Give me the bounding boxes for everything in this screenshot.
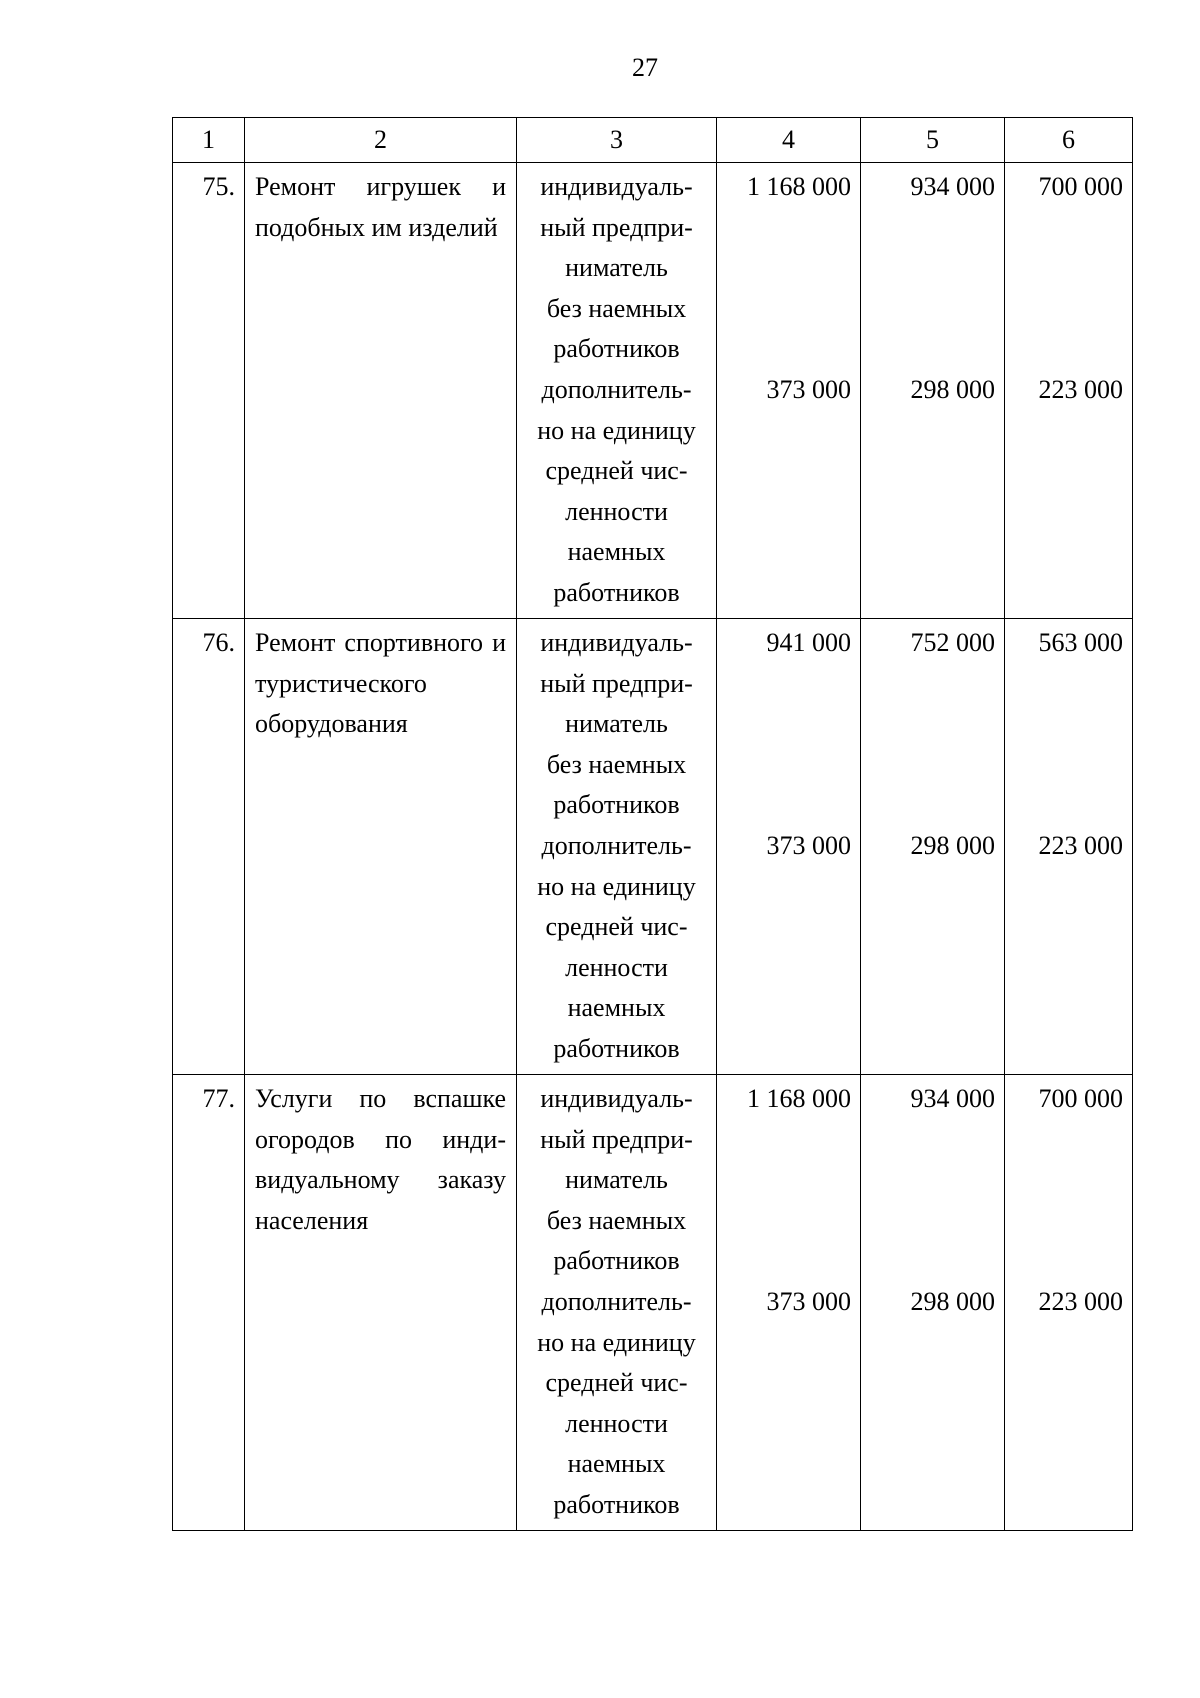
header-cell: 2 xyxy=(245,118,517,163)
category-line: средней чис- xyxy=(545,456,688,486)
value-cell-col5 xyxy=(861,619,1005,1075)
value-cell-col6 xyxy=(1005,1075,1133,1531)
header-cell: 6 xyxy=(1005,118,1133,163)
category-line: работников xyxy=(553,1246,680,1276)
taxpayer-category-cell xyxy=(517,163,717,619)
category-line: средней чис- xyxy=(545,1368,688,1398)
category-block-per-employee xyxy=(517,826,716,1074)
value: 563 000 xyxy=(1038,628,1123,657)
value: 1 168 000 xyxy=(747,172,851,201)
category-line: ниматель xyxy=(565,1165,668,1195)
category-line: но на единицу xyxy=(537,415,696,445)
category-line: ленности xyxy=(565,496,668,526)
value: 934 000 xyxy=(910,172,995,201)
value: 298 000 xyxy=(910,831,995,860)
table-row xyxy=(173,619,1133,1075)
value: 934 000 xyxy=(910,1084,995,1113)
header-cell: 1 xyxy=(173,118,245,163)
category-line: ниматель xyxy=(565,709,668,739)
category-block-no-employees xyxy=(517,1079,716,1282)
value: 752 000 xyxy=(910,628,995,657)
category-line: индивидуаль- xyxy=(540,1084,693,1113)
category-line: средней чис- xyxy=(545,912,688,942)
value: 373 000 xyxy=(766,375,851,404)
tariff-table xyxy=(172,117,1133,1531)
value: 223 000 xyxy=(1038,1287,1123,1316)
category-line: без наемных xyxy=(546,749,687,779)
value: 298 000 xyxy=(910,1287,995,1316)
value: 298 000 xyxy=(910,375,995,404)
category-line: ленности xyxy=(565,1408,668,1438)
category-line: ниматель xyxy=(565,253,668,283)
table-row xyxy=(173,1075,1133,1531)
taxpayer-category-cell xyxy=(517,1075,717,1531)
header-cell: 5 xyxy=(861,118,1005,163)
category-line: дополнитель- xyxy=(541,831,692,860)
row-number: 77. xyxy=(173,1075,245,1531)
value-cell-col5 xyxy=(861,163,1005,619)
category-block-no-employees xyxy=(517,167,716,370)
value: 1 168 000 xyxy=(747,1084,851,1113)
service-name: Ремонт игрушек и подобных им изделий xyxy=(245,163,517,619)
value-cell-col6 xyxy=(1005,163,1133,619)
category-line: работников xyxy=(553,334,680,364)
value-cell-col6 xyxy=(1005,619,1133,1075)
category-line: ный предпри- xyxy=(540,1124,693,1154)
category-line: наемных xyxy=(567,993,666,1023)
category-line: наемных xyxy=(567,537,666,567)
category-block-per-employee xyxy=(517,370,716,618)
value: 223 000 xyxy=(1038,831,1123,860)
row-number: 76. xyxy=(173,619,245,1075)
category-line: дополнитель- xyxy=(541,1287,692,1316)
category-line: ный предпри- xyxy=(540,212,693,242)
value-cell-col4 xyxy=(717,1075,861,1531)
service-name: Услуги по вспашке огородов по индивидуальному заказу населения xyxy=(245,1075,517,1531)
category-line: но на единицу xyxy=(537,871,696,901)
table-header-row xyxy=(173,118,1133,163)
category-block-per-employee xyxy=(517,1282,716,1530)
service-name: Ремонт спортивного и туристического оборудования xyxy=(245,619,517,1075)
value: 373 000 xyxy=(766,831,851,860)
value-cell-col4 xyxy=(717,619,861,1075)
category-line: индивидуаль- xyxy=(540,172,693,201)
category-line: работников xyxy=(553,577,680,607)
category-line: дополнитель- xyxy=(541,375,692,404)
header-cell: 3 xyxy=(517,118,717,163)
category-block-no-employees xyxy=(517,623,716,826)
header-cell: 4 xyxy=(717,118,861,163)
value-cell-col5 xyxy=(861,1075,1005,1531)
category-line: но на единицу xyxy=(537,1327,696,1357)
value-cell-col4 xyxy=(717,163,861,619)
category-line: работников xyxy=(553,1489,680,1519)
category-line: индивидуаль- xyxy=(540,628,693,657)
category-line: наемных xyxy=(567,1449,666,1479)
value: 700 000 xyxy=(1038,1084,1123,1113)
value: 223 000 xyxy=(1038,375,1123,404)
value: 700 000 xyxy=(1038,172,1123,201)
value: 941 000 xyxy=(766,628,851,657)
category-line: без наемных xyxy=(546,293,687,323)
table-row xyxy=(173,163,1133,619)
category-line: без наемных xyxy=(546,1205,687,1235)
category-line: работников xyxy=(553,1033,680,1063)
taxpayer-category-cell xyxy=(517,619,717,1075)
category-line: ленности xyxy=(565,952,668,982)
value: 373 000 xyxy=(766,1287,851,1316)
page-number: 27 xyxy=(632,53,658,82)
category-line: ный предпри- xyxy=(540,668,693,698)
row-number: 75. xyxy=(173,163,245,619)
category-line: работников xyxy=(553,790,680,820)
